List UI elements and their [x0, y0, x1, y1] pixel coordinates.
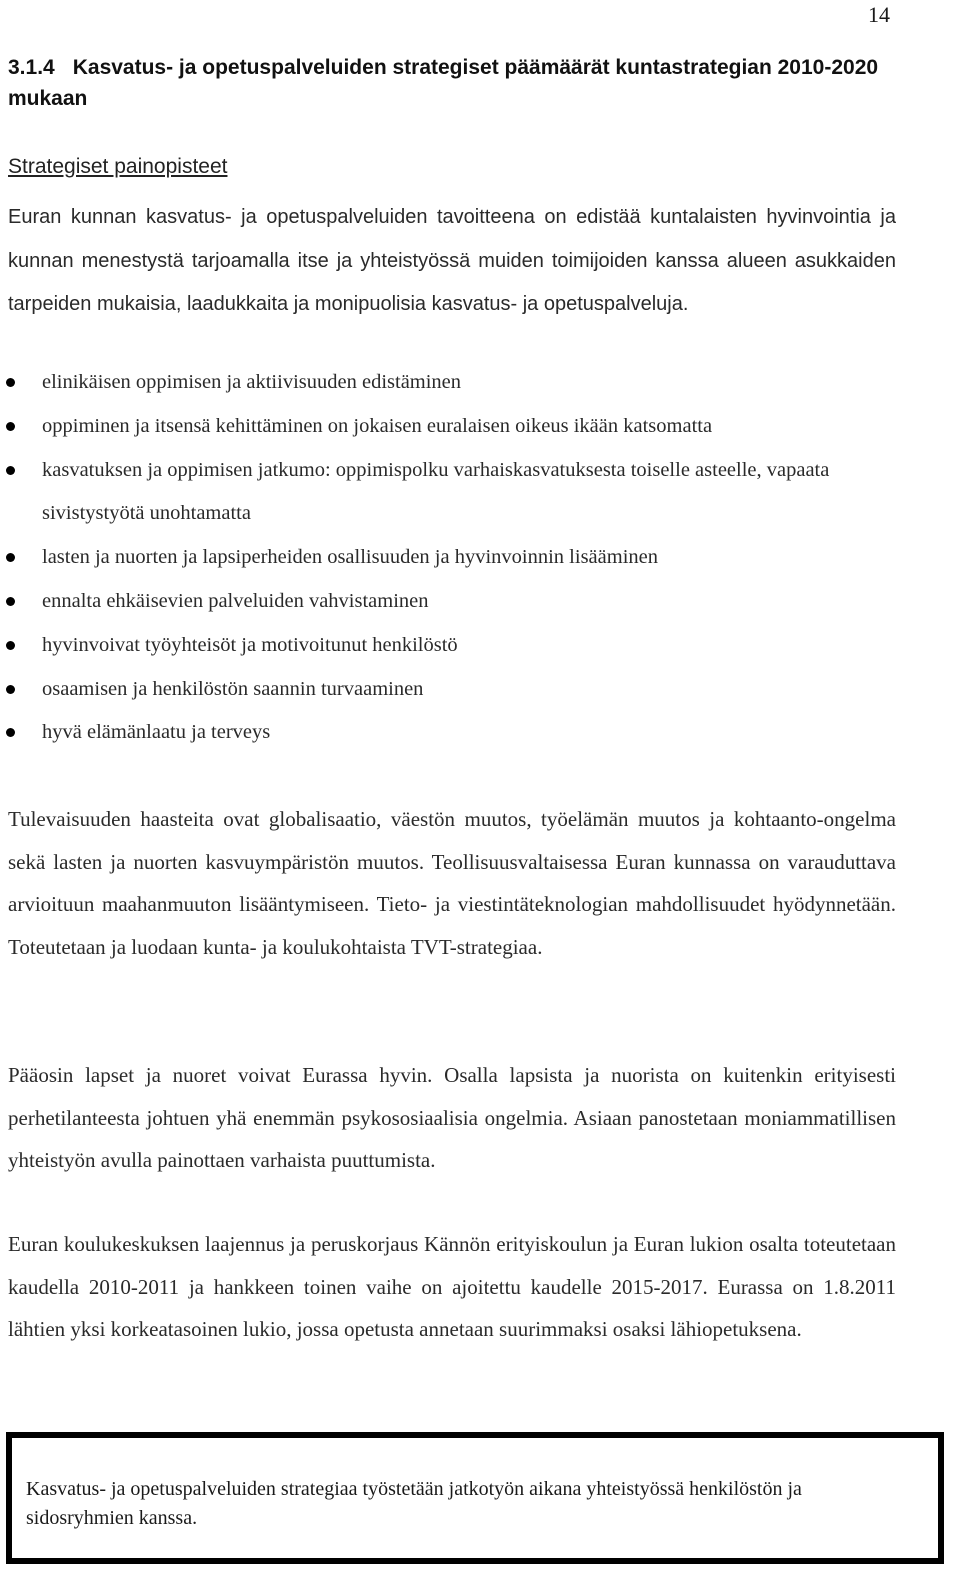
- list-item: [0, 361, 895, 405]
- list-item-text: hyvinvoivat työyhteisöt ja motivoitunut henkilöstö: [42, 633, 458, 656]
- list-item-text: kasvatuksen ja oppimisen jatkumo: oppimispolku varhaiskasvatuksesta toiselle asteelle, vapaata sivistystyötä unohtamatta: [42, 458, 830, 525]
- page-number: 14: [868, 2, 890, 27]
- list-item-text: ennalta ehkäisevien palveluiden vahvistaminen: [42, 589, 429, 612]
- section-title: Kasvatus- ja opetuspalveluiden strategiset päämäärät kuntastrategian 2010-2020 mukaan: [8, 56, 879, 110]
- list-item: [0, 668, 895, 712]
- list-item-text: hyvä elämänlaatu ja terveys: [42, 721, 271, 744]
- list-item-text: lasten ja nuorten ja lapsiperheiden osallisuuden ja hyvinvoinnin lisääminen: [42, 546, 658, 569]
- bullet-icon: [6, 466, 15, 475]
- bullet-icon: [6, 685, 15, 694]
- list-item: [0, 536, 895, 580]
- intro-paragraph: Euran kunnan kasvatus- ja opetuspalveluiden tavoitteena on edistää kuntalaisten hyvinvointia ja kunnan menestystä tarjoamalla itse ja yhteistyössä muiden toimijoiden kanssa alueen asukkaiden tarpeiden mukaisia, laadukkaita ja monipuolisia kasvatus- ja opetuspalveluja.: [8, 206, 896, 315]
- section-number: 3.1.4: [8, 56, 55, 79]
- list-item-text: oppiminen ja itsensä kehittäminen on jokaisen euralaisen oikeus ikään katsomatta: [42, 414, 713, 437]
- list-item: [0, 711, 895, 755]
- list-item: [0, 405, 895, 449]
- list-item-text: osaamisen ja henkilöstön saannin turvaaminen: [42, 677, 424, 700]
- note-text: Kasvatus- ja opetuspalveluiden strategiaa työstetään jatkotyön aikana yhteistyössä henkilöstön ja sidosryhmien kanssa.: [26, 1478, 802, 1529]
- section-heading: [8, 52, 908, 114]
- paragraph-wellbeing: Pääosin lapset ja nuoret voivat Eurassa hyvin. Osalla lapsista ja nuorista on kuitenkin erityisesti perhetilanteesta johtuen yhä enemmän psykososiaalisia ongelmia. Asiaan panostetaan moniammatillisen yhteistyön avulla painottaen varhaista puuttumista.: [8, 1063, 896, 1172]
- bullet-icon: [6, 641, 15, 650]
- list-item: [0, 580, 895, 624]
- note-box: [6, 1432, 944, 1564]
- paragraph-school-renovation: Euran koulukeskuksen laajennus ja peruskorjaus Kännön erityiskoulun ja Euran lukion osalta toteutetaan kaudella 2010-2011 ja hankkeen toinen vaihe on ajoitettu kaudelle 2015-2017. Eurassa on 1.8.2011 lähtien yksi korkeatasoinen lukio, jossa opetusta annetaan suurimmaksi osaksi lähiopetuksena.: [8, 1232, 896, 1341]
- priority-list: [0, 361, 895, 755]
- subheading: Strategiset painopisteet: [8, 155, 228, 178]
- bullet-icon: [6, 422, 15, 431]
- bullet-icon: [6, 597, 15, 606]
- list-item: [0, 624, 895, 668]
- paragraph-challenges: Tulevaisuuden haasteita ovat globalisaatio, väestön muutos, työelämän muutos ja kohtaanto-ongelma sekä lasten ja nuorten kasvuympäristön muutos. Teollisuusvaltaisessa Euran kunnassa on varauduttava arvioituun maahanmuuton lisääntymiseen. Tieto- ja viestintäteknologian mahdollisuudet hyödynnetään. Toteutetaan ja luodaan kunta- ja koulukohtaista TVT-strategiaa.: [8, 807, 896, 959]
- bullet-icon: [6, 378, 15, 387]
- list-item: [0, 449, 895, 537]
- bullet-icon: [6, 553, 15, 562]
- bullet-icon: [6, 728, 15, 737]
- list-item-text: elinikäisen oppimisen ja aktiivisuuden edistäminen: [42, 371, 462, 393]
